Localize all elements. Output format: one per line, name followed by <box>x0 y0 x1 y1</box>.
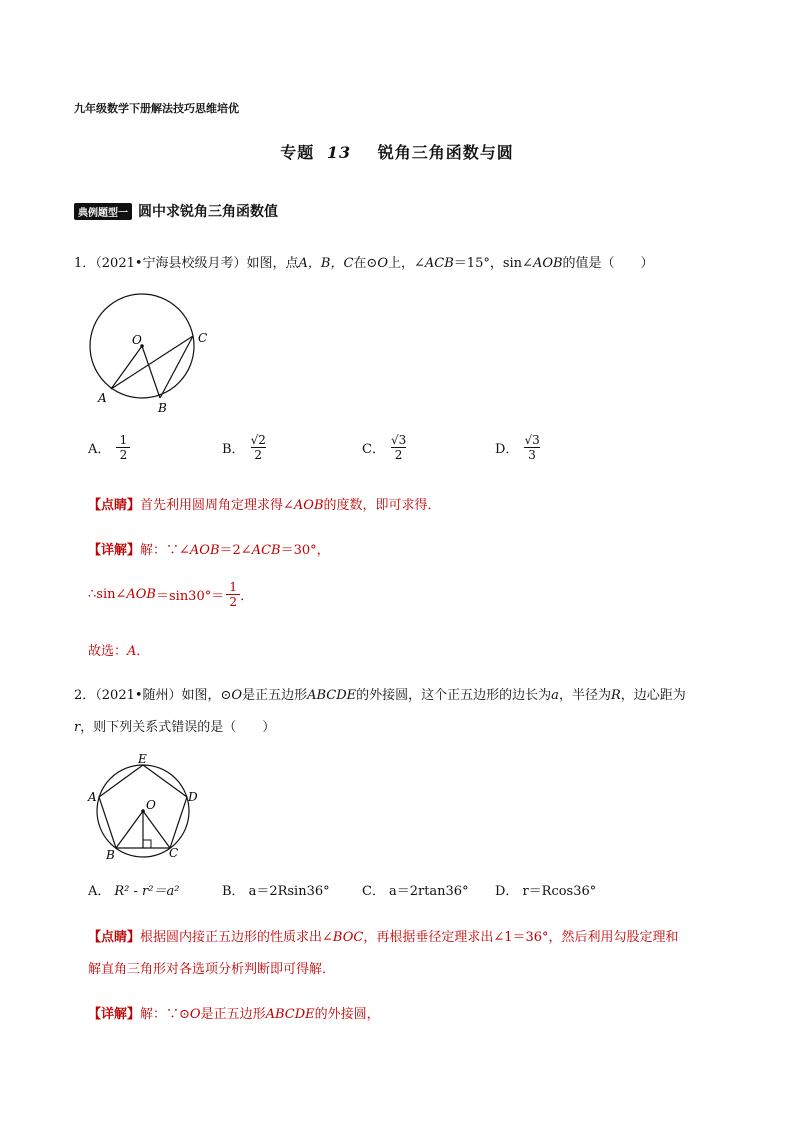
detail-pentagon: ABCDE <box>265 1007 315 1022</box>
q2-option-b[interactable] <box>222 880 330 899</box>
page-title <box>0 140 794 163</box>
q1-answer <box>88 640 149 659</box>
q2-stem-part: ，则下列关系式错误的是（ ） <box>80 720 276 735</box>
option-label: A． <box>88 442 111 457</box>
q1-hint <box>88 494 441 513</box>
q2-label-b: B <box>106 848 115 862</box>
option-text: a＝2rtan36° <box>388 884 469 899</box>
fraction-denominator: 2 <box>119 448 128 462</box>
q2-label-o: O <box>146 798 156 812</box>
detail-text: 是正五边形 <box>200 1007 266 1022</box>
option-text: R² - r²＝a² <box>114 884 180 899</box>
option-label: B． <box>222 442 245 457</box>
hint-angle: AOB <box>293 498 324 513</box>
q2-label-a: A <box>88 790 97 804</box>
q1-stem-part: 的值是（ ） <box>562 256 654 271</box>
q2-pentagon: ABCDE <box>307 688 357 703</box>
q1-label-o: O <box>132 333 142 347</box>
q1-option-b[interactable] <box>222 433 266 462</box>
detail-text: ＝30°， <box>280 543 330 558</box>
q1-circle-figure <box>80 290 220 420</box>
q2-line-oc <box>143 811 170 848</box>
fraction-numerator: √3 <box>524 433 540 447</box>
q2-hint-line2 <box>88 958 335 977</box>
fraction-denominator: 2 <box>254 448 263 462</box>
q1-points: A，B，C <box>298 256 354 271</box>
hint-label: 【点睛】 <box>88 498 141 513</box>
q1-stem-part: ＝15°，sin∠ <box>453 256 533 271</box>
option-label: C． <box>362 884 385 899</box>
q1-circle-o: O <box>377 256 388 271</box>
q1-stem-part: 1．（2021•宁海县校级月考）如图，点 <box>74 256 299 271</box>
q2-option-c[interactable] <box>362 880 469 899</box>
fraction-denominator: 2 <box>394 448 403 462</box>
title-prefix: 专题 <box>280 143 315 162</box>
q2-stem-part: 的外接圆，这个正五边形的边长为 <box>356 688 552 703</box>
option-label: A． <box>88 884 111 899</box>
therefore-text: ． <box>240 589 254 604</box>
option-fraction <box>391 433 406 462</box>
hint-text: 首先利用圆周角定理求得∠ <box>140 498 294 513</box>
q1-stem-part: 上，∠ <box>388 256 425 271</box>
therefore-angle: AOB <box>126 587 156 602</box>
option-label: D． <box>495 442 519 457</box>
q1-option-d[interactable] <box>495 433 540 462</box>
detail-angle: AOB <box>189 543 220 558</box>
q1-option-c[interactable] <box>362 433 406 462</box>
q2-right-angle-mark <box>143 840 151 848</box>
option-text: a＝2Rsin36° <box>248 884 330 899</box>
q2-hint-line1 <box>88 926 679 945</box>
q1-label-a: A <box>98 391 107 405</box>
q1-therefore <box>88 580 253 609</box>
hint-text: 根据圆内接正五边形的性质求出∠ <box>140 930 333 945</box>
q1-line-ob <box>142 346 160 398</box>
q1-stem <box>74 252 654 271</box>
title-number: 13 <box>326 143 352 162</box>
q2-option-d[interactable] <box>495 880 596 899</box>
q1-line-bc <box>160 336 193 398</box>
q2-label-c: C <box>169 846 179 860</box>
fraction-numerator: 1 <box>119 433 128 447</box>
option-fraction <box>116 433 130 462</box>
detail-text: ＝2∠ <box>219 543 252 558</box>
q2-pentagon-figure <box>80 748 210 863</box>
hint-angle: BOC <box>332 930 364 945</box>
detail-angle: ACB <box>251 543 281 558</box>
answer-choice: A <box>127 644 137 659</box>
detail-text: 解：∵⊙ <box>140 1007 190 1022</box>
fraction-denominator: 3 <box>528 448 536 462</box>
q2-stem-part: ，边心距为 <box>620 688 686 703</box>
q2-option-a[interactable] <box>88 880 179 899</box>
q1-stem-part: 在⊙ <box>353 256 378 271</box>
fraction-numerator: √2 <box>250 433 266 447</box>
hint-text: 解直角三角形对各选项分析判断即可得解． <box>88 962 336 977</box>
q2-center-dot <box>141 809 145 813</box>
q1-option-a[interactable] <box>88 433 130 462</box>
q2-stem-line1 <box>74 684 686 703</box>
q1-detail <box>88 539 330 558</box>
option-fraction <box>524 433 539 462</box>
detail-label: 【详解】 <box>88 1007 141 1022</box>
detail-text: 的外接圆， <box>314 1007 380 1022</box>
q2-apothem-r: r <box>74 720 81 735</box>
therefore-fraction <box>226 580 240 609</box>
section-heading <box>74 201 278 221</box>
q2-stem-part: 2．（2021•随州）如图，⊙ <box>74 688 232 703</box>
title-main: 锐角三角函数与圆 <box>377 143 514 162</box>
option-label: D． <box>495 884 519 899</box>
hint-text: 的度数，即可求得． <box>323 498 441 513</box>
q1-angle-acb: ACB <box>424 256 454 271</box>
q1-line-ao <box>111 346 142 389</box>
q2-label-d: D <box>188 790 198 804</box>
detail-circle: O <box>189 1007 201 1022</box>
therefore-text: ＝sin30°＝ <box>155 589 225 604</box>
therefore-text: ∴sin∠ <box>88 587 127 602</box>
fraction-numerator: 1 <box>229 580 238 594</box>
q2-side-a: a <box>551 688 559 703</box>
q2-detail <box>88 1003 380 1022</box>
option-text: r＝Rcos36° <box>522 884 597 899</box>
q2-label-e: E <box>138 752 147 766</box>
q2-radius-r: R <box>610 688 621 703</box>
q1-label-b: B <box>158 401 167 415</box>
detail-label: 【详解】 <box>88 543 141 558</box>
answer-text: 故选： <box>88 644 128 659</box>
fraction-denominator: 2 <box>229 595 238 609</box>
section-title: 圆中求锐角三角函数值 <box>138 204 278 220</box>
q2-line-ob <box>116 811 143 848</box>
q1-label-c: C <box>198 331 208 345</box>
q1-angle-aob: AOB <box>532 256 563 271</box>
series-title: 九年级数学下册解法技巧思维培优 <box>74 102 239 115</box>
detail-text: 解：∵∠ <box>140 543 190 558</box>
option-label: C． <box>362 442 385 457</box>
fraction-numerator: √3 <box>390 433 407 447</box>
section-badge: 典例题型一 <box>74 203 132 220</box>
hint-text: ，再根据垂径定理求出∠1＝36°，然后利用勾股定理和 <box>363 930 679 945</box>
q2-stem-part: 是正五边形 <box>242 688 308 703</box>
q2-stem-part: ，半径为 <box>558 688 611 703</box>
hint-label: 【点睛】 <box>88 930 141 945</box>
answer-text: ． <box>136 644 150 659</box>
option-fraction <box>251 433 266 462</box>
q2-stem-line2 <box>74 716 275 735</box>
q2-circle-o: O <box>231 688 243 703</box>
option-label: B． <box>222 884 245 899</box>
